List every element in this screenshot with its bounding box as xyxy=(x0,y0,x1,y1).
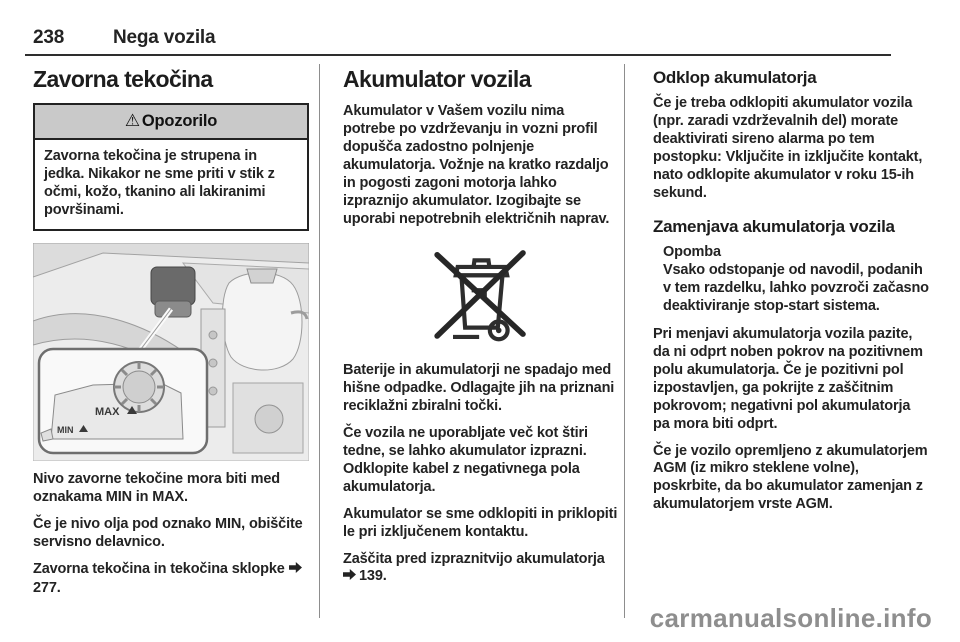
warning-box-header xyxy=(35,105,307,140)
page-number: 238 xyxy=(33,27,65,48)
page-ref-icon xyxy=(343,568,356,587)
note-block xyxy=(663,244,929,316)
section-heading-battery: Akumulator vozila xyxy=(343,66,531,92)
page-ref-text: Zaščita pred izpraznitvijo akumulatorja xyxy=(343,550,605,567)
paragraph: Nivo zavorne tekočine mora biti med oznakama MIN in MAX. xyxy=(33,470,280,505)
warning-title: Opozorilo xyxy=(141,112,218,130)
column-battery-disconnection xyxy=(653,62,929,607)
paragraph-with-page-ref xyxy=(33,561,309,598)
paragraph: Če je vozilo opremljeno z akumulatorjem AGM (iz mikro steklene volne), poskrbite, da bo akumulator zamenjan z akumulatorjem vrste AGM. xyxy=(653,442,928,513)
max-level-label: MAX xyxy=(95,405,120,418)
page-header xyxy=(33,27,927,56)
paragraph: Akumulator v Vašem vozilu nima potrebe po vzdrževanju in vozni profil dopušča zadostno polnjenje akumulatorja. Vožnje na kratko razdaljo in pogosti zagoni motorja lahko izpraznijo akumulator. Izogibajte se uporabi nepotrebnih električnih naprav. xyxy=(343,103,610,227)
min-level-label: MIN xyxy=(57,424,74,435)
watermark: carmanualsonline.info xyxy=(649,603,932,633)
page-ref-text: Zavorna tekočina in tekočina sklopke xyxy=(33,560,285,577)
chapter-title: Nega vozila xyxy=(113,27,216,48)
warning-triangle-icon: ⚠ xyxy=(124,111,140,130)
paragraph: Baterije in akumulatorji ne spadajo med hišne odpadke. Odlagajte jih na priznani reciklažni zbiralni točki. xyxy=(343,361,615,414)
paragraph: Če je treba odklopiti akumulator vozila (npr. zaradi vzdrževalnih del) morate deaktivirati sireno alarma po tem postopku: Vključite in izključite kontakt, nato odklopite akumulator v roku 15-ih sekund. xyxy=(653,95,923,201)
note-text: Vsako odstopanje od navodil, podanih v tem razdelku, lahko povzroči začasno deaktiviranje stop-start sistema. xyxy=(663,261,929,314)
content-columns xyxy=(33,62,929,607)
paragraph: Če vozila ne uporabljate več kot štiri tedne, se lahko akumulator izprazni. Odklopite kabel z negativnega pola akumulatorja. xyxy=(343,424,588,495)
column-vehicle-battery xyxy=(343,62,619,607)
page-ref-number: 277. xyxy=(33,579,61,596)
column-brake-fluid xyxy=(33,62,309,607)
crossed-out-wheelie-bin-icon xyxy=(425,238,537,350)
section-heading-brake-fluid: Zavorna tekočina xyxy=(33,66,213,92)
page-ref-number: 139. xyxy=(359,568,387,585)
subsection-heading-disconnect-battery: Odklop akumulatorja xyxy=(653,68,817,87)
paragraph: Če je nivo olja pod oznako MIN, obiščite servisno delavnico. xyxy=(33,515,303,550)
paragraph: Akumulator se sme odklopiti in priklopiti le pri izključenem kontaktu. xyxy=(343,505,618,540)
note-title: Opomba xyxy=(663,243,721,260)
paragraph: Pri menjavi akumulatorja vozila pazite, da ni odprt noben pokrov na pozitivnem polu akumulatorja. Če je pozitivni pol izpostavljen, ga pokrijte z zaščitnim pokrovom; negativni pol akumulatorja pa mora biti odprt. xyxy=(653,325,923,432)
warning-text: Zavorna tekočina je strupena in jedka. Nikakor ne sme priti v stik z očmi, kožo, tkanino ali lakiranimi površinami. xyxy=(44,148,275,218)
brake-fluid-reservoir-figure xyxy=(33,243,309,461)
warning-box xyxy=(33,103,309,231)
page-ref-icon xyxy=(289,561,302,580)
subsection-heading-replace-battery: Zamenjava akumulatorja vozila xyxy=(653,216,895,236)
header-rule xyxy=(25,54,891,56)
paragraph-with-page-ref xyxy=(343,551,619,588)
